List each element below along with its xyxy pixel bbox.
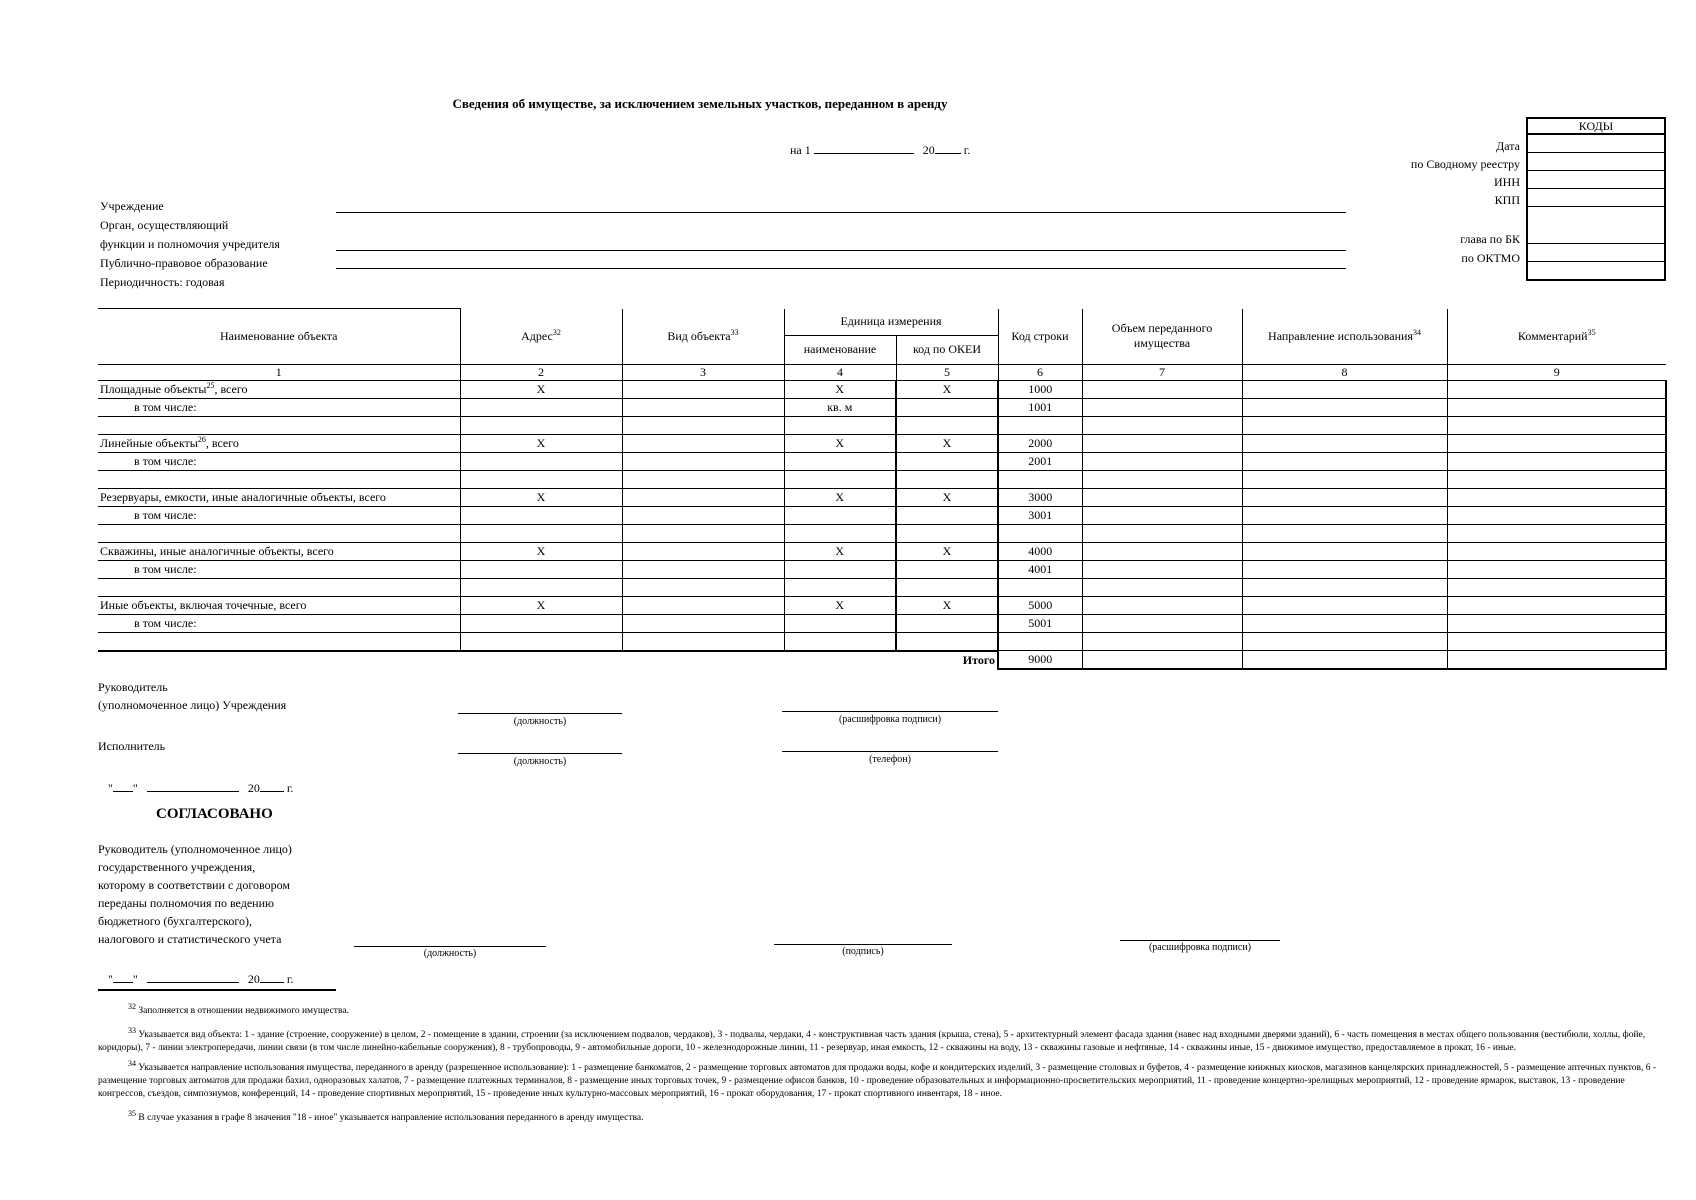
footnotes xyxy=(98,1000,1664,1126)
table-row xyxy=(98,614,1666,632)
comment-cell[interactable] xyxy=(1447,416,1666,434)
date-line-1: " " 20 г. xyxy=(108,781,294,795)
line-code-cell xyxy=(998,632,1082,651)
table-row xyxy=(98,434,1666,452)
label-head: Руководитель xyxy=(98,680,168,694)
comment-cell[interactable] xyxy=(1447,632,1666,651)
col-type-header: Вид объекта$^{33}$ xyxy=(622,309,784,365)
address-cell[interactable] xyxy=(460,452,622,470)
code-kpp[interactable] xyxy=(1528,189,1664,207)
incl-label: в том числе: xyxy=(98,506,460,524)
row-name: Площадные объекты$^{25}$, всего xyxy=(98,380,460,398)
total-row xyxy=(98,651,1666,670)
unit-x: X xyxy=(784,542,896,560)
line-code-cell xyxy=(998,578,1082,596)
table-row xyxy=(98,632,1666,651)
footnote-33: $^{33}$ Указывается вид объекта: 1 - здание (строение, сооружение) в целом, 2 - помещение в здании, строении (за исключением подвалов, чердаков), 3 - подвалы, чердаки, 4 - конструктивная часть здания (крыша, стена), 5 - архитектурный элемент фасада здания (навес над входными дверями зданий), 6 - часть помещения в местах общего пользования (вестибюли, холлы, фойе, коридоры), 7 - линии электропередачи, линии связи (в том числе линейно-кабельные сооружения), 8 - трубопроводы, 9 - автомобильные дороги, 10 - железнодорожные линии, 11 - резервуар, иная емкость, 12 - скважины на воду, 13 - скважины газовые и нефтяные, 14 - скважины иные, 15 - движимое имущество, предоставляемое в прокат, 16 - иные. xyxy=(98,1026,1646,1054)
line-code: 2001 xyxy=(998,452,1082,470)
col-address-header: Адрес$^{32}$ xyxy=(460,309,622,365)
column-numbers-row xyxy=(98,364,1666,380)
founder-line[interactable] xyxy=(336,250,1346,251)
caption-position: (должность) xyxy=(513,716,567,727)
code-date[interactable] xyxy=(1528,135,1664,153)
comment-cell[interactable] xyxy=(1447,614,1666,632)
unit-x: X xyxy=(784,488,896,506)
comment-cell[interactable] xyxy=(1447,380,1666,398)
col-unit-okei-header: код по ОКЕИ xyxy=(896,335,998,364)
table-row xyxy=(98,398,1666,416)
caption-sign: (подпись) xyxy=(842,946,884,957)
code-empty[interactable] xyxy=(1528,262,1664,279)
col-num: 5 xyxy=(896,364,998,380)
usage-cell[interactable] xyxy=(1242,542,1447,560)
comment-cell[interactable] xyxy=(1447,524,1666,542)
total-comment-cell[interactable] xyxy=(1447,651,1666,670)
type-cell[interactable] xyxy=(622,416,784,434)
date-line-2: " " 20 г. xyxy=(108,972,294,986)
unit-name-cell[interactable] xyxy=(784,524,896,542)
type-cell[interactable] xyxy=(622,398,784,416)
col-num: 6 xyxy=(998,364,1082,380)
label-institution: Учреждение xyxy=(100,199,164,213)
unit-name-cell[interactable] xyxy=(784,416,896,434)
head-decode-line[interactable] xyxy=(782,711,998,712)
comment-cell[interactable] xyxy=(1447,488,1666,506)
usage-cell[interactable] xyxy=(1242,632,1447,651)
address-cell[interactable] xyxy=(460,524,622,542)
col-num: 4 xyxy=(784,364,896,380)
line-code-cell xyxy=(998,470,1082,488)
comment-cell[interactable] xyxy=(1447,506,1666,524)
volume-cell[interactable] xyxy=(1082,488,1242,506)
table-row xyxy=(98,578,1666,596)
address-x: X xyxy=(460,380,622,398)
volume-cell[interactable] xyxy=(1082,398,1242,416)
address-cell[interactable] xyxy=(460,632,622,651)
codes-title: КОДЫ xyxy=(1528,119,1664,135)
code-bk[interactable] xyxy=(1528,207,1664,244)
col-usage-header: Направление использования$^{34}$ xyxy=(1242,309,1447,365)
unit-x: X xyxy=(784,596,896,614)
comment-cell[interactable] xyxy=(1447,452,1666,470)
agreed-line: которому в соответствии с договором xyxy=(98,878,290,892)
okei-x: X xyxy=(896,488,998,506)
okei-cell[interactable] xyxy=(896,506,998,524)
caption-position: (должность) xyxy=(513,756,567,767)
okei-cell[interactable] xyxy=(896,524,998,542)
form-title: Сведения об имуществе, за исключением земельных участков, переданном в аренду xyxy=(452,96,948,111)
okei-cell[interactable] xyxy=(896,470,998,488)
caption-position: (должность) xyxy=(423,948,477,959)
row-name: Резервуары, емкости, иные аналогичные объекты, всего xyxy=(98,488,460,506)
table-row xyxy=(98,470,1666,488)
footnote-32: $^{32}$ Заполняется в отношении недвижимого имущества. xyxy=(128,1002,349,1017)
caption-decode: (расшифровка подписи) xyxy=(838,714,942,725)
type-cell[interactable] xyxy=(622,578,784,596)
volume-cell[interactable] xyxy=(1082,560,1242,578)
unit-name-cell[interactable] xyxy=(784,614,896,632)
okei-cell[interactable] xyxy=(896,560,998,578)
col-unit-header: Единица измерения xyxy=(784,309,998,336)
usage-cell[interactable] xyxy=(1242,470,1447,488)
line-code: 1000 xyxy=(998,380,1082,398)
code-oktmo[interactable] xyxy=(1528,244,1664,262)
label-public-entity: Публично-правовое образование xyxy=(100,256,268,270)
agreed-heading: СОГЛАСОВАНО xyxy=(156,806,273,822)
type-cell[interactable] xyxy=(622,434,784,452)
agreed-text xyxy=(98,840,292,948)
col-num: 3 xyxy=(622,364,784,380)
head-position-line[interactable] xyxy=(458,713,622,714)
comment-cell[interactable] xyxy=(1447,578,1666,596)
address-x: X xyxy=(460,488,622,506)
row-name: Линейные объекты$^{26}$, всего xyxy=(98,434,460,452)
address-x: X xyxy=(460,542,622,560)
comment-cell[interactable] xyxy=(1447,560,1666,578)
address-cell[interactable] xyxy=(460,398,622,416)
okei-x: X xyxy=(896,596,998,614)
okei-cell[interactable] xyxy=(896,398,998,416)
table-row xyxy=(98,380,1666,398)
volume-cell[interactable] xyxy=(1082,632,1242,651)
row-name: Иные объекты, включая точечные, всего xyxy=(98,596,460,614)
footnote-separator xyxy=(98,989,336,991)
label-inn: ИНН xyxy=(1494,175,1520,189)
public-entity-line[interactable] xyxy=(336,268,1346,269)
label-head-2: (уполномоченное лицо) Учреждения xyxy=(98,698,287,712)
total-label: Итого xyxy=(98,651,998,670)
line-code: 1001 xyxy=(998,398,1082,416)
usage-cell[interactable] xyxy=(1242,506,1447,524)
label-founder-1: Орган, осуществляющий xyxy=(100,218,229,232)
comment-cell[interactable] xyxy=(1447,596,1666,614)
footnote-34: $^{34}$ Указывается направление использования имущества, переданного в аренду (разрешенное использование): 1 - размещение банкоматов, 2 - размещение торговых автоматов для продажи воды, кофе и кондитерских изделий, 3 - размещение столовых и буфетов, 4 - размещение книжных киосков, магазинов канцелярских принадлежностей, 5 - размещение аптечных пунктов, 6 - размещение торговых автоматов для продажи бахил, одноразовых халатов, 7 - размещение платежных терминалов, 8 - размещение иных торговых точек, 9 - размещение офисов банков, 10 - проведение образовательных и информационно-просветительских мероприятий, 11 - проведение концертно-зрелищных мероприятий, 12 - проведение ярмарок, выставок, 13 - проведение конгрессов, съездов, симпозиумов, конференций, 14 - проведение спортивных мероприятий, 15 - проведение иных культурно-массовых мероприятий, 16 - прокат оборудования, 17 - прокат спортивного инвентаря, 18 - иное. xyxy=(98,1059,1656,1100)
institution-line[interactable] xyxy=(336,212,1346,213)
usage-cell[interactable] xyxy=(1242,416,1447,434)
usage-cell[interactable] xyxy=(1242,560,1447,578)
line-code: 4000 xyxy=(998,542,1082,560)
date-field[interactable] xyxy=(814,141,914,154)
col-num: 7 xyxy=(1082,364,1242,380)
volume-cell[interactable] xyxy=(1082,614,1242,632)
type-cell[interactable] xyxy=(622,614,784,632)
blank-cell[interactable] xyxy=(98,578,460,596)
type-cell[interactable] xyxy=(622,506,784,524)
address-cell[interactable] xyxy=(460,506,622,524)
unit-name-cell[interactable] xyxy=(784,452,896,470)
table-row xyxy=(98,488,1666,506)
unit-name-cell[interactable] xyxy=(784,632,896,651)
comment-cell[interactable] xyxy=(1447,398,1666,416)
unit-name-cell[interactable] xyxy=(784,560,896,578)
okei-cell[interactable] xyxy=(896,578,998,596)
unit-name-cell[interactable] xyxy=(784,506,896,524)
type-cell[interactable] xyxy=(622,452,784,470)
comment-cell[interactable] xyxy=(1447,470,1666,488)
col-num: 8 xyxy=(1242,364,1447,380)
col-comment-header: Комментарий$^{35}$ xyxy=(1447,309,1666,365)
table-row xyxy=(98,506,1666,524)
address-x: X xyxy=(460,596,622,614)
table-row xyxy=(98,416,1666,434)
executor-position-line[interactable] xyxy=(458,753,622,754)
address-cell[interactable] xyxy=(460,470,622,488)
label-date: Дата xyxy=(1496,139,1520,153)
usage-cell[interactable] xyxy=(1242,596,1447,614)
property-table xyxy=(98,308,1667,670)
okei-cell[interactable] xyxy=(896,452,998,470)
okei-cell[interactable] xyxy=(896,614,998,632)
type-cell[interactable] xyxy=(622,632,784,651)
incl-label: в том числе: xyxy=(98,398,460,416)
volume-cell[interactable] xyxy=(1082,452,1242,470)
address-cell[interactable] xyxy=(460,578,622,596)
volume-cell[interactable] xyxy=(1082,434,1242,452)
usage-cell[interactable] xyxy=(1242,614,1447,632)
agreed-line: налогового и статистического учета xyxy=(98,932,282,946)
label-registry: по Сводному реестру xyxy=(1410,157,1520,171)
col-code-header: Код строки xyxy=(998,309,1082,365)
okei-cell[interactable] xyxy=(896,632,998,651)
type-cell[interactable] xyxy=(622,470,784,488)
type-cell[interactable] xyxy=(622,560,784,578)
line-code-cell xyxy=(998,416,1082,434)
label-periodicity: Периодичность: годовая xyxy=(100,275,225,289)
usage-cell[interactable] xyxy=(1242,398,1447,416)
usage-cell[interactable] xyxy=(1242,488,1447,506)
volume-cell[interactable] xyxy=(1082,596,1242,614)
table-row xyxy=(98,596,1666,614)
comment-cell[interactable] xyxy=(1447,434,1666,452)
table-row xyxy=(98,560,1666,578)
caption-decode: (расшифровка подписи) xyxy=(1148,942,1252,953)
agreed-line: переданы полномочия по ведению xyxy=(98,896,274,910)
blank-cell[interactable] xyxy=(98,470,460,488)
usage-cell[interactable] xyxy=(1242,434,1447,452)
okei-cell[interactable] xyxy=(896,416,998,434)
label-oktmo: по ОКТМО xyxy=(1461,251,1520,265)
blank-cell[interactable] xyxy=(98,632,460,651)
unit-x: X xyxy=(784,380,896,398)
type-cell[interactable] xyxy=(622,380,784,398)
okei-x: X xyxy=(896,380,998,398)
agreed-line: бюджетного (бухгалтерского), xyxy=(98,914,253,928)
unit-name-cell[interactable] xyxy=(784,470,896,488)
col-unit-name-header: наименование xyxy=(784,335,896,364)
col-volume-header: Объем переданного имущества xyxy=(1082,309,1242,365)
total-usage-cell[interactable] xyxy=(1242,651,1447,670)
col-num: 1 xyxy=(98,364,460,380)
address-cell[interactable] xyxy=(460,560,622,578)
table-row xyxy=(98,542,1666,560)
agreed-position-line[interactable] xyxy=(354,946,546,947)
volume-cell[interactable] xyxy=(1082,470,1242,488)
table-row xyxy=(98,452,1666,470)
incl-label: в том числе: xyxy=(98,452,460,470)
volume-cell[interactable] xyxy=(1082,542,1242,560)
line-code: 3001 xyxy=(998,506,1082,524)
col-name-header: Наименование объекта xyxy=(98,309,460,365)
volume-cell[interactable] xyxy=(1082,380,1242,398)
comment-cell[interactable] xyxy=(1447,542,1666,560)
as-of-date: на 1 20 г. xyxy=(790,143,971,157)
caption-phone: (телефон) xyxy=(869,754,911,765)
okei-x: X xyxy=(896,434,998,452)
total-volume-cell[interactable] xyxy=(1082,651,1242,670)
usage-cell[interactable] xyxy=(1242,380,1447,398)
address-cell[interactable] xyxy=(460,614,622,632)
unit-x: X xyxy=(784,434,896,452)
line-code: 3000 xyxy=(998,488,1082,506)
line-code: 5000 xyxy=(998,596,1082,614)
usage-cell[interactable] xyxy=(1242,578,1447,596)
code-inn[interactable] xyxy=(1528,171,1664,189)
year-field[interactable] xyxy=(935,141,961,154)
table-row xyxy=(98,524,1666,542)
line-code-cell xyxy=(998,524,1082,542)
incl-label: в том числе: xyxy=(98,560,460,578)
volume-cell[interactable] xyxy=(1082,506,1242,524)
blank-cell[interactable] xyxy=(98,416,460,434)
agreed-line: Руководитель (уполномоченное лицо) xyxy=(98,842,292,856)
type-cell[interactable] xyxy=(622,596,784,614)
label-executor: Исполнитель xyxy=(98,739,166,753)
code-registry[interactable] xyxy=(1528,153,1664,171)
label-bk: глава по БК xyxy=(1460,232,1520,246)
footnote-35: $^{35}$ В случае указания в графе 8 значения "18 - иное" указывается направление использования переданного в аренду имущества. xyxy=(128,1109,644,1124)
type-cell[interactable] xyxy=(622,524,784,542)
total-code: 9000 xyxy=(998,651,1082,670)
address-x: X xyxy=(460,434,622,452)
incl-label: в том числе: xyxy=(98,614,460,632)
line-code: 5001 xyxy=(998,614,1082,632)
line-code: 4001 xyxy=(998,560,1082,578)
okei-x: X xyxy=(896,542,998,560)
volume-cell[interactable] xyxy=(1082,578,1242,596)
usage-cell[interactable] xyxy=(1242,452,1447,470)
agreed-decode-line[interactable] xyxy=(1120,940,1280,941)
type-cell[interactable] xyxy=(622,488,784,506)
volume-cell[interactable] xyxy=(1082,524,1242,542)
type-cell[interactable] xyxy=(622,542,784,560)
unit-name-cell[interactable] xyxy=(784,578,896,596)
agreed-sign-line[interactable] xyxy=(774,944,952,945)
agreed-line: государственного учреждения, xyxy=(98,860,256,874)
executor-phone-line[interactable] xyxy=(782,751,998,752)
address-cell[interactable] xyxy=(460,416,622,434)
row-name: Скважины, иные аналогичные объекты, всего xyxy=(98,542,460,560)
label-kpp: КПП xyxy=(1494,193,1520,207)
codes-box xyxy=(1526,117,1666,281)
label-founder-2: функции и полномочия учредителя xyxy=(100,237,280,251)
usage-cell[interactable] xyxy=(1242,524,1447,542)
col-num: 9 xyxy=(1447,364,1666,380)
line-code: 2000 xyxy=(998,434,1082,452)
volume-cell[interactable] xyxy=(1082,416,1242,434)
col-num: 2 xyxy=(460,364,622,380)
blank-cell[interactable] xyxy=(98,524,460,542)
unit-name-cell[interactable]: кв. м xyxy=(784,398,896,416)
